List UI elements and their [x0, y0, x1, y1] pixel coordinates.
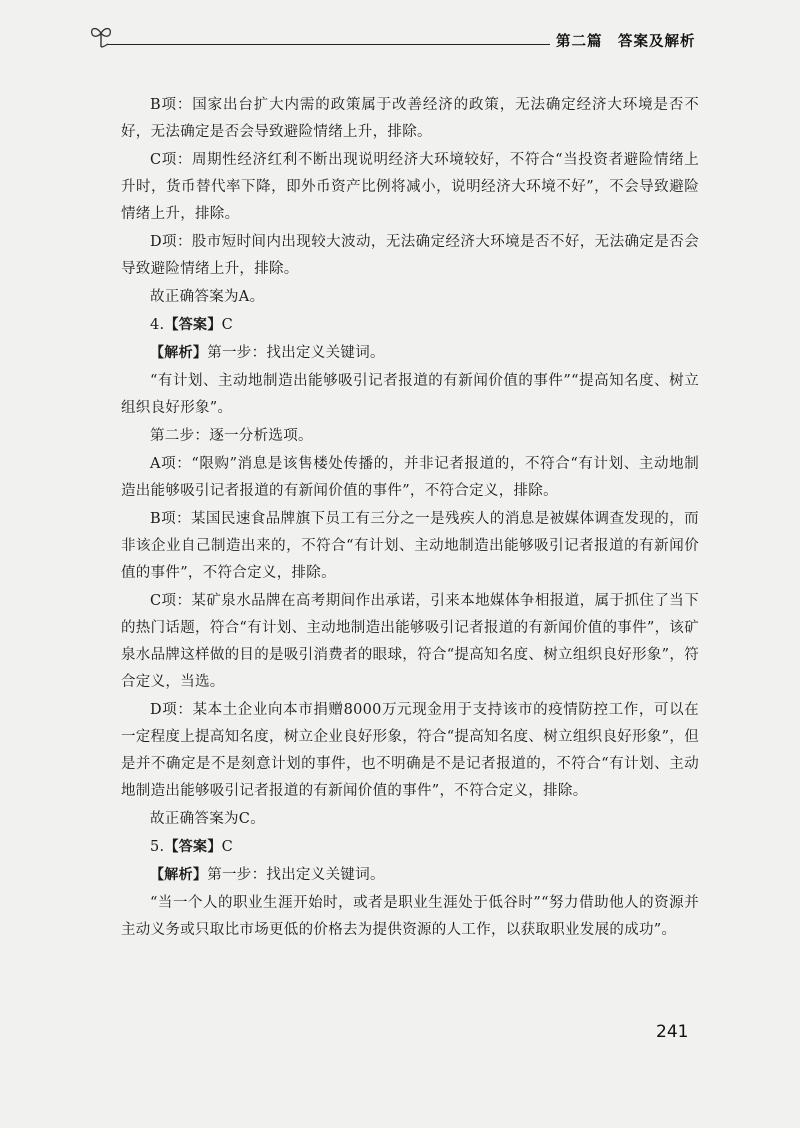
answer-value: C: [221, 317, 234, 333]
paragraph: “当一个人的职业生涯开始时，或者是职业生涯处于低谷时”“努力借助他人的资源并主动义务或只取比市场更低的价格去为提供资源的人工作，以获取职业发展的成功”。: [121, 895, 699, 938]
answer-tag: 【答案】: [164, 317, 222, 333]
leaf-ornament-icon: [86, 20, 116, 50]
paragraph: 故正确答案为C。: [150, 811, 265, 827]
paragraph: 故正确答案为A。: [150, 289, 265, 305]
analysis-tag: 【解析】: [150, 345, 208, 361]
question-number: 4.: [150, 317, 165, 333]
answer-tag: 【答案】: [164, 839, 222, 855]
paragraph: B项：国家出台扩大内需的政策属于改善经济的政策，无法确定经济大环境是否不好，无法确定是否会导致避险情绪上升，排除。: [121, 97, 699, 140]
paragraph: A项：“限购”消息是该售楼处传播的，并非记者报道的，不符合“有计划、主动地制造出能够吸引记者报道的有新闻价值的事件”，不符合定义，排除。: [121, 456, 699, 499]
answer-line: [121, 834, 699, 861]
section-title: 第二篇 答案及解析: [556, 34, 696, 50]
analysis-line: 【解析】第一步：找出定义关键词。: [150, 867, 385, 883]
header-rule: [108, 44, 550, 45]
question-number: 5.: [150, 839, 165, 855]
answer-content: [121, 92, 699, 945]
paragraph: B项：某国民速食品牌旗下员工有三分之一是残疾人的消息是被媒体调查发现的，而非该企业自己制造出来的，不符合“有计划、主动地制造出能够吸引记者报道的有新闻价值的事件”，不符合定义，排除。: [121, 511, 699, 581]
answer-value: C: [221, 839, 234, 855]
analysis-line: 【解析】第一步：找出定义关键词。: [150, 345, 385, 361]
paragraph: C项：某矿泉水品牌在高考期间作出承诺，引来本地媒体争相报道，属于抓住了当下的热门话题，符合“有计划、主动地制造出能够吸引记者报道的有新闻价值的事件”，该矿泉水品牌这样做的目的是吸引消费者的眼球，符合“提高知名度、树立组织良好形象”，符合定义，当选。: [121, 593, 699, 690]
paragraph: D项：某本土企业向本市捐赠8000万元现金用于支持该市的疫情防控工作，可以在一定程度上提高知名度，树立企业良好形象，符合“提高知名度、树立组织良好形象”，但是并不确定是不是刻意计划的事件，也不明确是不是记者报道的，不符合“有计划、主动地制造出能够吸引记者报道的有新闻价值的事件”，不符合定义，排除。: [121, 702, 699, 799]
paragraph: C项：周期性经济红利不断出现说明经济大环境较好，不符合“当投资者避险情绪上升时，货币替代率下降，即外币资产比例将减小，说明经济大环境不好”，不会导致避险情绪上升，排除。: [121, 152, 699, 222]
analysis-tag: 【解析】: [150, 867, 208, 883]
paragraph: “有计划、主动地制造出能够吸引记者报道的有新闻价值的事件”“提高知名度、树立组织良好形象”。: [121, 373, 699, 416]
paragraph: D项：股市短时间内出现较大波动，无法确定经济大环境是否不好，无法确定是否会导致避险情绪上升，排除。: [121, 234, 699, 277]
answer-line: [121, 312, 699, 339]
paragraph: 第二步：逐一分析选项。: [150, 428, 313, 444]
page-number: 241: [656, 1022, 689, 1042]
page-header: [0, 0, 800, 70]
